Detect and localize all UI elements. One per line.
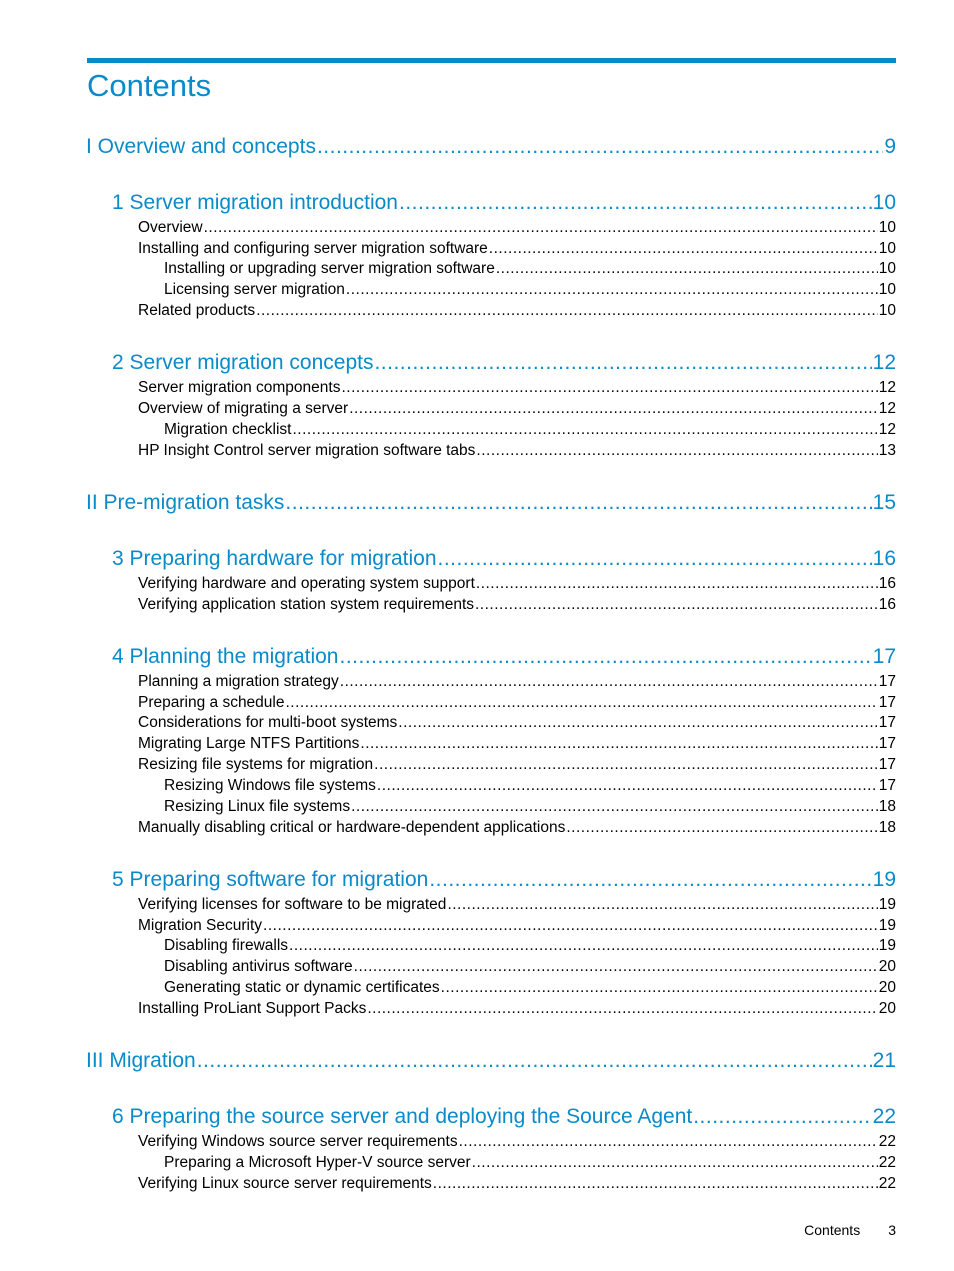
- toc-entry-title: II Pre-migration tasks: [86, 491, 285, 514]
- toc-entry-sec1[interactable]: [138, 573, 896, 594]
- toc-page-number: 12: [872, 351, 896, 374]
- dot-leader: [340, 671, 878, 692]
- toc-entry-title: Resizing file systems for migration: [138, 756, 374, 773]
- toc-page-number: 15: [872, 491, 896, 514]
- toc-page-number: 9: [884, 135, 896, 158]
- toc-page-number: 18: [878, 798, 896, 815]
- toc-entry-sec2[interactable]: [164, 796, 896, 817]
- toc-entry-title: Verifying hardware and operating system support: [138, 575, 475, 592]
- dot-leader: [263, 915, 878, 936]
- toc-entry-chapter[interactable]: [112, 349, 896, 377]
- toc-entry-title: Verifying application station system requirements: [138, 596, 474, 613]
- toc-page-number: 17: [878, 777, 896, 794]
- toc-page-number: 16: [872, 547, 896, 570]
- toc-page-number: 17: [872, 645, 896, 668]
- toc-page-number: 22: [878, 1154, 896, 1171]
- toc-entry-sec2[interactable]: [164, 977, 896, 998]
- toc-page-number: 22: [878, 1133, 896, 1150]
- toc-entry-title: 6 Preparing the source server and deploying the Source Agent: [112, 1105, 693, 1128]
- toc-page-number: 17: [878, 694, 896, 711]
- dot-leader: [367, 998, 877, 1019]
- toc-entry-title: Disabling firewalls: [164, 937, 289, 954]
- toc-page-number: 13: [878, 442, 896, 459]
- toc-entry-title: Verifying Windows source server requirements: [138, 1133, 458, 1150]
- dot-leader: [496, 258, 878, 279]
- toc-page-number: 16: [878, 596, 896, 613]
- toc-entry-title: Preparing a Microsoft Hyper-V source server: [164, 1154, 471, 1171]
- dot-leader: [346, 279, 878, 300]
- dot-leader: [317, 133, 883, 161]
- toc-page-number: 17: [878, 714, 896, 731]
- toc-entry-title: Migration checklist: [164, 421, 292, 438]
- dot-leader: [476, 440, 877, 461]
- toc-page-number: 20: [878, 958, 896, 975]
- toc-entry-sec1[interactable]: [138, 692, 896, 713]
- dot-leader: [447, 894, 877, 915]
- toc-entry-sec1[interactable]: [138, 377, 896, 398]
- toc-page-number: 10: [878, 219, 896, 236]
- dot-leader: [476, 573, 878, 594]
- toc-entry-sec1[interactable]: [138, 817, 896, 838]
- toc-page-number: 10: [878, 302, 896, 319]
- toc-page-number: 16: [878, 575, 896, 592]
- toc-entry-title: Resizing Windows file systems: [164, 777, 376, 794]
- dot-leader: [341, 377, 877, 398]
- toc-entry-sec1[interactable]: [138, 894, 896, 915]
- toc-entry-sec2[interactable]: [164, 419, 896, 440]
- toc-entry-sec1[interactable]: [138, 300, 896, 321]
- toc-entry-chapter[interactable]: [112, 866, 896, 894]
- dot-leader: [285, 489, 871, 517]
- dot-leader: [256, 300, 878, 321]
- dot-leader: [197, 1047, 872, 1075]
- toc-entry-title: Installing ProLiant Support Packs: [138, 1000, 367, 1017]
- toc-page-number: 17: [878, 756, 896, 773]
- toc-page-number: 17: [878, 673, 896, 690]
- toc-entry-sec1[interactable]: [138, 712, 896, 733]
- toc-entry-title: 5 Preparing software for migration: [112, 868, 429, 891]
- toc-entry-title: 2 Server migration concepts: [112, 351, 374, 374]
- toc-entry-title: Verifying Linux source server requirements: [138, 1175, 432, 1192]
- footer-label: Contents: [804, 1222, 861, 1238]
- toc-entry-sec1[interactable]: [138, 1131, 896, 1152]
- toc-page-number: 19: [872, 868, 896, 891]
- dot-leader: [377, 775, 878, 796]
- toc-entry-part[interactable]: [86, 489, 896, 517]
- toc-entry-chapter[interactable]: [112, 1103, 896, 1131]
- dot-leader: [289, 935, 878, 956]
- toc-entry-title: Migration Security: [138, 917, 263, 934]
- toc-entry-sec1[interactable]: [138, 217, 896, 238]
- toc-page-number: 12: [878, 379, 896, 396]
- toc-entry-title: Installing or upgrading server migration software: [164, 260, 495, 277]
- toc-entry-title: 3 Preparing hardware for migration: [112, 547, 437, 570]
- toc-entry-sec1[interactable]: [138, 238, 896, 259]
- dot-leader: [339, 643, 871, 671]
- toc-page-number: 22: [878, 1175, 896, 1192]
- toc-entry-sec2[interactable]: [164, 935, 896, 956]
- toc-page-number: 10: [878, 281, 896, 298]
- dot-leader: [374, 349, 871, 377]
- toc-entry-title: Migrating Large NTFS Partitions: [138, 735, 360, 752]
- toc-entry-sec1[interactable]: [138, 594, 896, 615]
- dot-leader: [566, 817, 877, 838]
- toc-page-number: 17: [878, 735, 896, 752]
- toc-entry-title: Manually disabling critical or hardware-dependent applications: [138, 819, 566, 836]
- toc-entry-part[interactable]: [86, 133, 896, 161]
- toc-entry-sec2[interactable]: [164, 1152, 896, 1173]
- toc-entry-title: Resizing Linux file systems: [164, 798, 351, 815]
- toc-entry-chapter[interactable]: [112, 545, 896, 573]
- page-footer: [804, 1222, 896, 1238]
- toc-entry-sec1[interactable]: [138, 733, 896, 754]
- dot-leader: [399, 189, 872, 217]
- dot-leader: [475, 594, 878, 615]
- toc-page-number: 18: [878, 819, 896, 836]
- toc-page-number: 10: [878, 260, 896, 277]
- dot-leader: [693, 1103, 871, 1131]
- toc-entry-title: I Overview and concepts: [86, 135, 316, 158]
- toc-entry-sec2[interactable]: [164, 279, 896, 300]
- toc-entry-sec1[interactable]: [138, 398, 896, 419]
- toc-page-number: 21: [872, 1049, 896, 1072]
- toc-entry-sec1[interactable]: [138, 998, 896, 1019]
- footer-page-number: 3: [888, 1222, 896, 1238]
- toc-page-number: 22: [872, 1105, 896, 1128]
- toc-entry-title: Preparing a schedule: [138, 694, 285, 711]
- toc-entry-sec1[interactable]: [138, 671, 896, 692]
- dot-leader: [204, 217, 878, 238]
- dot-leader: [438, 545, 872, 573]
- toc-page-number: 19: [878, 937, 896, 954]
- toc-entry-sec2[interactable]: [164, 258, 896, 279]
- toc-entry-sec2[interactable]: [164, 775, 896, 796]
- page-title: Contents: [87, 68, 212, 103]
- dot-leader: [433, 1173, 878, 1194]
- toc-entry-title: Generating static or dynamic certificates: [164, 979, 440, 996]
- toc-entry-title: 1 Server migration introduction: [112, 191, 398, 214]
- toc-page-number: 12: [878, 400, 896, 417]
- toc-entry-title: Disabling antivirus software: [164, 958, 353, 975]
- toc-entry-title: Related products: [138, 302, 256, 319]
- toc-entry-sec2[interactable]: [164, 956, 896, 977]
- toc-entry-title: Installing and configuring server migration software: [138, 240, 488, 257]
- toc-entry-title: Considerations for multi-boot systems: [138, 714, 398, 731]
- toc-entry-title: Overview: [138, 219, 203, 236]
- toc-entry-title: Planning a migration strategy: [138, 673, 339, 690]
- dot-leader: [472, 1152, 878, 1173]
- toc-entry-title: III Migration: [86, 1049, 196, 1072]
- dot-leader: [360, 733, 877, 754]
- toc-page-number: 10: [878, 240, 896, 257]
- toc-entry-chapter[interactable]: [112, 189, 896, 217]
- toc-page-number: 10: [872, 191, 896, 214]
- dot-leader: [351, 796, 878, 817]
- dot-leader: [374, 754, 878, 775]
- dot-leader: [489, 238, 878, 259]
- toc-entry-sec1[interactable]: [138, 915, 896, 936]
- toc-page-number: 20: [878, 979, 896, 996]
- toc-entry-title: Overview of migrating a server: [138, 400, 349, 417]
- toc-entry-title: 4 Planning the migration: [112, 645, 339, 668]
- toc-entry-sec1[interactable]: [138, 1173, 896, 1194]
- toc-entry-title: HP Insight Control server migration software tabs: [138, 442, 476, 459]
- toc-page-number: 19: [878, 896, 896, 913]
- toc-entry-sec1[interactable]: [138, 440, 896, 461]
- toc-entry-chapter[interactable]: [112, 643, 896, 671]
- dot-leader: [293, 419, 878, 440]
- dot-leader: [349, 398, 878, 419]
- dot-leader: [398, 712, 877, 733]
- dot-leader: [354, 956, 878, 977]
- toc-page-number: 19: [878, 917, 896, 934]
- toc-entry-title: Verifying licenses for software to be migrated: [138, 896, 447, 913]
- dot-leader: [286, 692, 878, 713]
- toc-page-number: 12: [878, 421, 896, 438]
- toc-page-number: 20: [878, 1000, 896, 1017]
- toc-entry-sec1[interactable]: [138, 754, 896, 775]
- dot-leader: [441, 977, 878, 998]
- dot-leader: [429, 866, 871, 894]
- toc-entry-part[interactable]: [86, 1047, 896, 1075]
- toc-entry-title: Licensing server migration: [164, 281, 345, 298]
- dot-leader: [459, 1131, 878, 1152]
- toc-entry-title: Server migration components: [138, 379, 341, 396]
